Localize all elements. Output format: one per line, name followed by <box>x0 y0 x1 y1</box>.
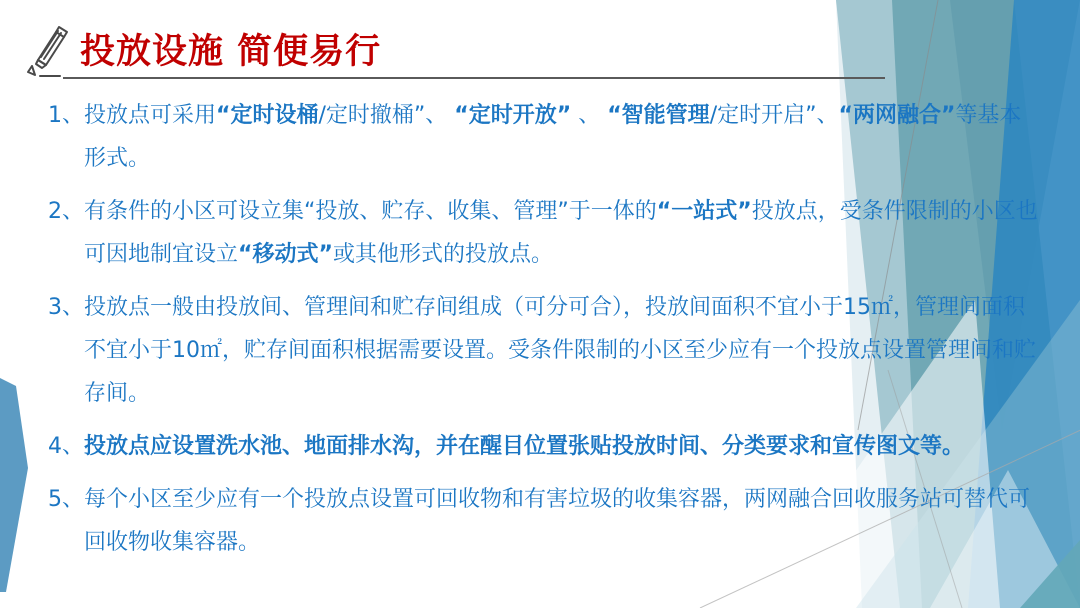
text-segment: 、 <box>571 103 608 128</box>
bg-left-sliver <box>0 378 28 592</box>
text-segment: “智能管理 <box>607 103 710 128</box>
text-segment: “移动式” <box>238 242 333 267</box>
list-item-number: 1、 <box>48 103 84 128</box>
bullet-list <box>48 94 1042 574</box>
text-segment: 投放点可采用 <box>84 103 217 128</box>
pencil-icon <box>18 20 76 80</box>
list-item <box>48 425 1042 468</box>
text-segment: 有条件的小区可设立集“投放、贮存、收集、管理”于一体的 <box>84 199 657 224</box>
text-segment: 投放点一般由投放间、管理间和贮存间组成（可分可合），投放间面积不宜小于15㎡，管理间面积不宜小于10㎡，贮存间面积根据需要设置。受条件限制的小区至少应有一个投放点设置管理间和贮存间。 <box>84 295 1036 406</box>
list-item-number: 5、 <box>48 487 84 512</box>
text-segment: “两网融合” <box>838 103 956 128</box>
list-item-number: 3、 <box>48 295 84 320</box>
text-segment: /定时撤桶”、 <box>318 103 455 128</box>
list-item <box>48 478 1042 564</box>
text-segment: “定时开放” <box>454 103 572 128</box>
list-item <box>48 190 1042 276</box>
text-segment: 投放点应设置洗水池、地面排水沟，并在醒目位置张贴投放时间、分类要求和宣传图文等。 <box>84 434 965 459</box>
list-item <box>48 94 1042 180</box>
text-segment: 等基本形式。 <box>84 103 1022 171</box>
text-segment: “定时设桶 <box>216 103 319 128</box>
list-item <box>48 286 1042 415</box>
text-segment: /定时开启”、 <box>709 103 839 128</box>
text-segment: 投放点，受条件限制的小区也可因地制宜设立 <box>84 199 1038 267</box>
list-item-number: 4、 <box>48 434 84 459</box>
list-item-number: 2、 <box>48 199 84 224</box>
slide-title: 投放设施 简便易行 <box>80 32 382 72</box>
text-segment: 或其他形式的投放点。 <box>332 242 553 267</box>
text-segment: “一站式” <box>656 199 752 224</box>
title-underline <box>63 77 885 79</box>
text-segment: 每个小区至少应有一个投放点设置可回收物和有害垃圾的收集容器，两网融合回收服务站可替代可回收物收集容器。 <box>84 487 1031 555</box>
